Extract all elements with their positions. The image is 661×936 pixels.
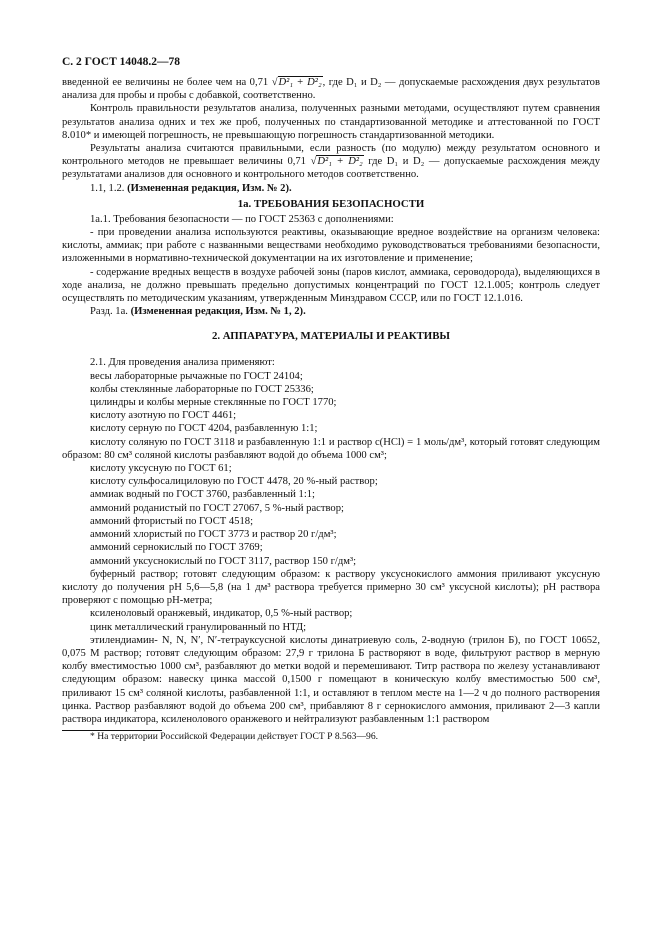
- section-1a-paragraph: 1а.1. Требования безопасности — по ГОСТ 25363 с дополнениями:: [90, 213, 394, 225]
- list-item: аммоний сернокислый по ГОСТ 3769;: [90, 542, 263, 554]
- list-item: кислоту азотную по ГОСТ 4461;: [90, 410, 237, 422]
- document-page: [62, 56, 600, 743]
- list-item: этилендиамин- N, N, N′, N′-тетрауксусной кислоты динатриевую соль, 2-водную (трилон Б), по ГОСТ 10652, 0,075 М раствор; готовят следующим образом: 27,9 г трилона Б растворяют в воде, фильтруют раствор в мерную колбу вместимостью 1000 см³, разбавляют до метки водой и перемешивают. Титр раствора по железу устанавливают следующим образом: навеску цинка массой 0,1500 г помещают в коническую колбу вместимостью 500 см³, приливают 15 см³ соляной кислоты, разбавленной 1:1, и оставляют в теплом месте на 1—2 ч до полного растворения цинка. Раствор разбавляют водой до объема 200 см³, прибавляют 8 г сернокислого аммония, приливают 2—3 капли раствора индикатора, ксиленолового оранжевого и нейтрализуют разбавленным 1:1 раствором: [62, 634, 600, 725]
- section-1a-paragraph: - при проведении анализа используются реактивы, оказывающие вредное воздействие на организм человека: кислоты, аммиак; при работе с названными веществами необходимо руководствоваться требованиями безопасности, изложенными в нормативно-технической документации на их изготовление и применение;: [62, 227, 600, 265]
- list-item: цинк металлический гранулированный по НТД;: [90, 621, 307, 633]
- page-header: С. 2 ГОСТ 14048.2—78: [62, 56, 181, 68]
- list-item: буферный раствор; готовят следующим образом: к раствору уксуснокислого аммония приливают уксусную кислоту до получения pH 5,6—5,8 (на 1 дм³ раствора требуется примерно 30 см³ уксусной кислоты); pH раствора проверяют с помощью pH-метра;: [62, 568, 600, 607]
- list-item: аммиак водный по ГОСТ 3760, разбавленный 1:1;: [90, 489, 315, 501]
- section-1a-title: 1а. ТРЕБОВАНИЯ БЕЗОПАСНОСТИ: [237, 197, 425, 210]
- intro-paragraph-3: Результаты анализа считаются правильными, если разность (по модулю) между результатом основного и контрольного методов не превышает величины 0,71 √D²₁ + D²₂ где D₁ и D₂ — допускаемые расхождения между результатами анализов для основного и контрольного методов соответственно.: [62, 143, 600, 181]
- list-item: кислоту соляную по ГОСТ 3118 и разбавленную 1:1 и раствор c(HCl) = 1 моль/дм³, который готовят следующим образом: 80 см³ соляной кислоты разбавляют водой до объема 1000 см³;: [62, 436, 600, 461]
- intro-paragraph-1: введенной ее величины не более чем на 0,71 √D²₁ + D²₂, где D₁ и D₂ — допускаемые расхождения двух результатов анализа для пробы и пробы с добавкой, соответственно.: [62, 77, 600, 102]
- list-item: аммоний уксуснокислый по ГОСТ 3117, раствор 150 г/дм³;: [90, 555, 357, 567]
- intro-paragraph-2: Контроль правильности результатов анализа, полученных разными методами, осуществляют путем сравнения результатов анализа одних и тех же проб, полученных по стандартизованной методике и аттестованной по ГОСТ 8.010* и имеющей погрешность, не превышающую погрешность стандартизованной методики.: [62, 103, 600, 141]
- amendment-note: 1.1, 1.2. (Измененная редакция, Изм. № 2).: [90, 182, 292, 194]
- list-item: аммоний фтористый по ГОСТ 4518;: [90, 515, 254, 527]
- footnote: * На территории Российской Федерации действует ГОСТ Р 8.563—96.: [90, 731, 379, 743]
- list-item: кислоту сульфосалициловую по ГОСТ 4478, 20 %-ный раствор;: [90, 476, 378, 488]
- sqrt-expression: √D²₁ + D²₂: [271, 77, 322, 88]
- sqrt-expression: √D²₁ + D²₂: [310, 156, 363, 168]
- section-2-intro: 2.1. Для проведения анализа применяют:: [90, 357, 275, 369]
- list-item: колбы стеклянные лабораторные по ГОСТ 25336;: [90, 383, 314, 395]
- list-item: весы лабораторные рычажные по ГОСТ 24104;: [90, 370, 303, 382]
- list-item: кислоту серную по ГОСТ 4204, разбавленную 1:1;: [90, 423, 318, 435]
- section-1a-paragraph: - содержание вредных веществ в воздухе рабочей зоны (паров кислот, аммиака, сероводорода), выделяющихся в ходе анализа, не должно превышать предельно допустимых концентраций по ГОСТ 12.1.005; контроль следует осуществлять по методическим указаниям, утвержденным Минздравом СССР, или по ГОСТ 12.1.016.: [62, 266, 600, 305]
- list-item: аммоний роданистый по ГОСТ 27067, 5 %-ный раствор;: [90, 502, 344, 514]
- list-item: аммоний хлористый по ГОСТ 3773 и раствор 20 г/дм³;: [90, 529, 337, 541]
- section-2-title: 2. АППАРАТУРА, МАТЕРИАЛЫ И РЕАКТИВЫ: [211, 330, 450, 343]
- list-item: цилиндры и колбы мерные стеклянные по ГОСТ 1770;: [90, 397, 337, 409]
- list-item: ксиленоловый оранжевый, индикатор, 0,5 %-ный раствор;: [90, 608, 353, 620]
- list-item: кислоту уксусную по ГОСТ 61;: [90, 463, 232, 475]
- amendment-note: Разд. 1а. (Измененная редакция, Изм. № 1, 2).: [90, 306, 306, 318]
